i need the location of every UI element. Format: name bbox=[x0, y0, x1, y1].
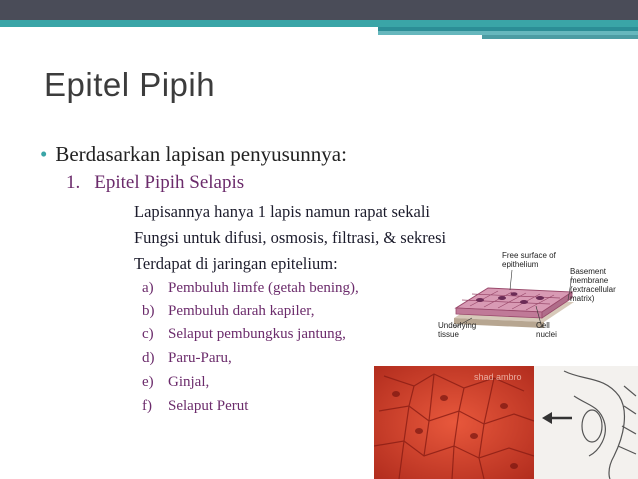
subpoint-text: Lapisannya hanya 1 lapis namun rapat sekali bbox=[134, 202, 430, 221]
accent-stripe bbox=[0, 20, 638, 27]
location-text: Pembuluh darah kapiler, bbox=[168, 303, 315, 319]
epithelium-diagram bbox=[432, 248, 638, 348]
label-basement-4: matrix) bbox=[570, 294, 595, 303]
slide-title: Epitel Pipih bbox=[44, 66, 216, 103]
label-basement-3: (extracellular bbox=[570, 285, 616, 294]
subpoint bbox=[104, 228, 446, 248]
location-letter: d) bbox=[142, 350, 155, 366]
location-text: Ginjal, bbox=[168, 374, 210, 390]
subpoint bbox=[104, 202, 430, 222]
label-basement-1: Basement bbox=[570, 267, 607, 276]
location-letter: f) bbox=[142, 398, 152, 414]
subpoint-text: Terdapat di jaringan epitelium: bbox=[134, 254, 338, 273]
tissue-photo-and-body-sketch bbox=[374, 366, 638, 479]
location-letter: b) bbox=[142, 303, 155, 319]
location-item bbox=[142, 303, 314, 320]
main-bullet bbox=[40, 142, 347, 167]
label-underlying-1: Underlying bbox=[438, 321, 477, 330]
label-nuclei-2: nuclei bbox=[536, 330, 557, 339]
location-text: Pembuluh limfe (getah bening), bbox=[168, 280, 359, 296]
label-free-surface-1: Free surface of bbox=[502, 251, 556, 260]
label-basement-2: membrane bbox=[570, 276, 609, 285]
header-bar bbox=[0, 0, 638, 20]
location-item bbox=[142, 326, 346, 343]
location-item bbox=[142, 398, 248, 415]
label-nuclei-1: Cell bbox=[536, 321, 550, 330]
location-item bbox=[142, 374, 209, 391]
location-text: Selaput Perut bbox=[168, 398, 249, 414]
location-item bbox=[142, 280, 359, 297]
location-item bbox=[142, 350, 232, 367]
dot-icon: • bbox=[40, 142, 48, 166]
photo-watermark: shad ambro bbox=[474, 372, 522, 382]
location-letter: c) bbox=[142, 326, 154, 342]
numbered-item bbox=[66, 172, 244, 194]
subpoint bbox=[104, 254, 338, 274]
location-letter: e) bbox=[142, 374, 154, 390]
accent-stripe-4 bbox=[482, 35, 638, 39]
main-bullet-text: Berdasarkan lapisan penyusunnya: bbox=[55, 142, 347, 166]
label-free-surface-2: epithelium bbox=[502, 260, 539, 269]
location-letter: a) bbox=[142, 280, 154, 296]
location-text: Paru-Paru, bbox=[168, 350, 232, 366]
label-underlying-2: tissue bbox=[438, 330, 459, 339]
subpoint-text: Fungsi untuk difusi, osmosis, filtrasi, & sekresi bbox=[134, 228, 447, 247]
location-text: Selaput pembungkus jantung, bbox=[168, 326, 346, 342]
numbered-item-number: 1. bbox=[66, 172, 81, 193]
numbered-item-label: Epitel Pipih Selapis bbox=[94, 172, 245, 193]
